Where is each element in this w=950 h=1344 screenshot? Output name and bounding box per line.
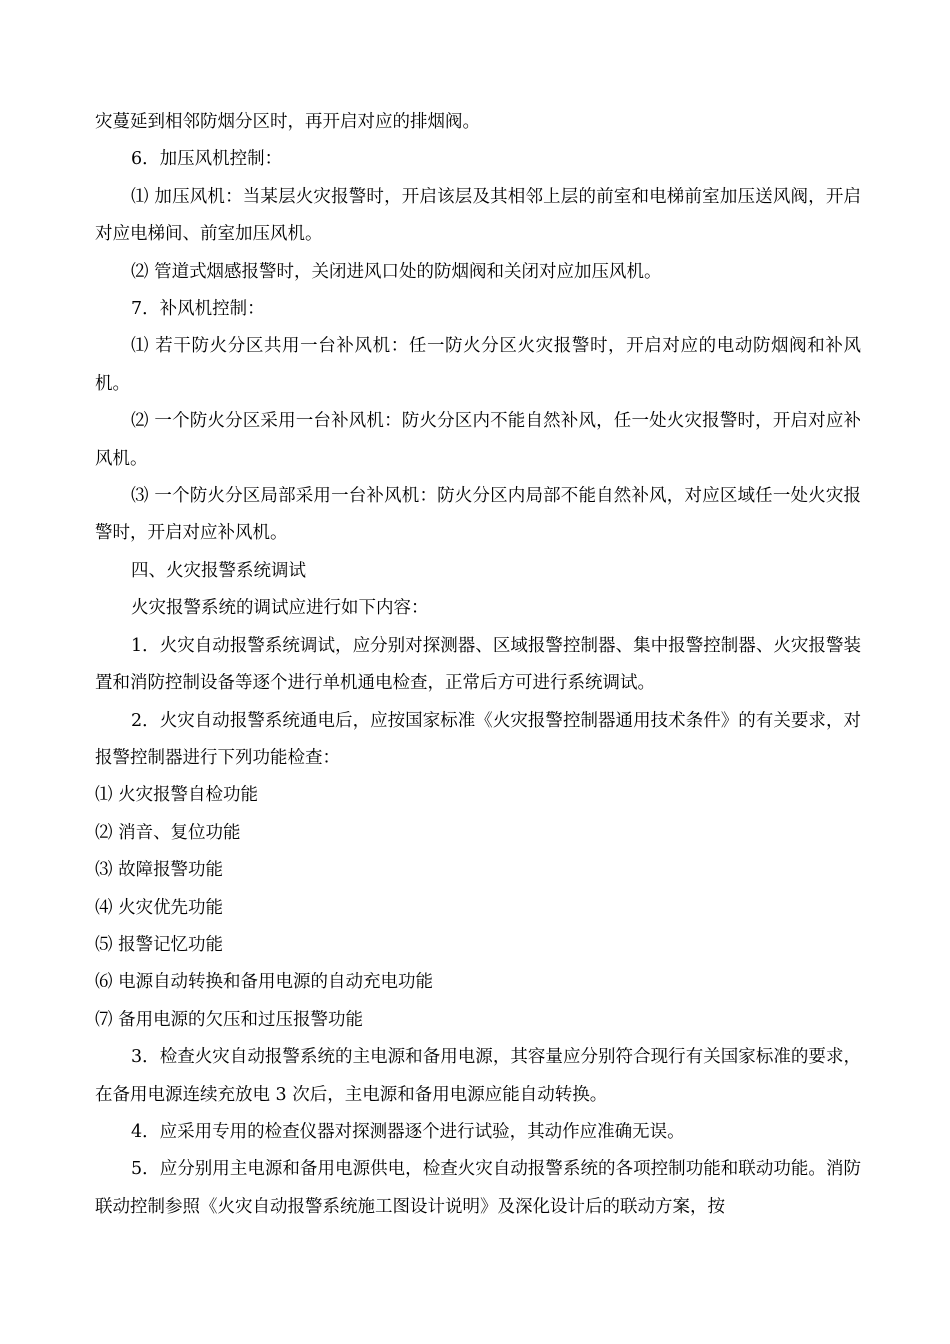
paragraph-pressurization-fan-2: ⑵ 管道式烟感报警时，关闭进风口处的防烟阀和关闭对应加压风机。: [131, 261, 662, 282]
paragraph-pressurization-fan-1: ⑴ 加压风机：当某层火灾报警时，开启该层及其相邻上层的前室和电梯前室加压送风阀，开启对应电梯间、前室加压风机。: [95, 186, 861, 245]
paragraph-debugging-step-3: 3．检查火灾自动报警系统的主电源和备用电源，其容量应分别符合现行有关国家标准的要求，在备用电源连续充放电 3 次后，主电源和备用电源应能自动转换。: [95, 1047, 861, 1105]
section-heading-pressurization-fan: 6．加压风机控制：: [131, 149, 283, 170]
section-heading-makeup-air-fan: 7．补风机控制：: [131, 299, 265, 320]
paragraph-debugging-intro: 火灾报警系统的调试应进行如下内容：: [131, 598, 429, 619]
document-body: [95, 104, 861, 1226]
list-item-function-7: ⑺ 备用电源的欠压和过压报警功能: [95, 1009, 364, 1030]
paragraph-debugging-step-2: 2．火灾自动报警系统通电后，应按国家标准《火灾报警控制器通用技术条件》的有关要求，对报警控制器进行下列功能检查：: [95, 710, 861, 768]
paragraph-makeup-air-fan-2: ⑵ 一个防火分区采用一台补风机：防火分区内不能自然补风，任一处火灾报警时，开启对应补风机。: [95, 411, 861, 469]
paragraph-makeup-air-fan-1: ⑴ 若干防火分区共用一台补风机：任一防火分区火灾报警时，开启对应的电动防烟阀和补风机。: [95, 336, 861, 394]
paragraph-debugging-step-1: 1．火灾自动报警系统调试，应分别对探测器、区域报警控制器、集中报警控制器、火灾报警装置和消防控制设备等逐个进行单机通电检查，正常后方可进行系统调试。: [95, 635, 861, 694]
list-item-function-5: ⑸ 报警记忆功能: [95, 934, 224, 955]
paragraph-debugging-step-4: 4．应采用专用的检查仪器对探测器逐个进行试验，其动作应准确无误。: [131, 1121, 685, 1142]
paragraph-debugging-step-5: 5．应分别用主电源和备用电源供电，检查火灾自动报警系统的各项控制功能和联动功能。消防联动控制参照《火灾自动报警系统施工图设计说明》及深化设计后的联动方案，按: [95, 1159, 861, 1217]
chapter-heading-fire-alarm-debugging: 四、火灾报警系统调试: [131, 560, 306, 581]
list-item-function-1: ⑴ 火灾报警自检功能: [95, 785, 259, 806]
paragraph-makeup-air-fan-3: ⑶ 一个防火分区局部采用一台补风机：防火分区内局部不能自然补风，对应区域任一处火灾报警时，开启对应补风机。: [95, 486, 861, 544]
list-item-function-3: ⑶ 故障报警功能: [95, 860, 224, 881]
list-item-function-4: ⑷ 火灾优先功能: [95, 897, 224, 918]
paragraph-continuation: 灾蔓延到相邻防烟分区时，再开启对应的排烟阀。: [95, 112, 480, 132]
list-item-function-6: ⑹ 电源自动转换和备用电源的自动充电功能: [95, 972, 434, 993]
list-item-function-2: ⑵ 消音、复位功能: [95, 822, 241, 843]
